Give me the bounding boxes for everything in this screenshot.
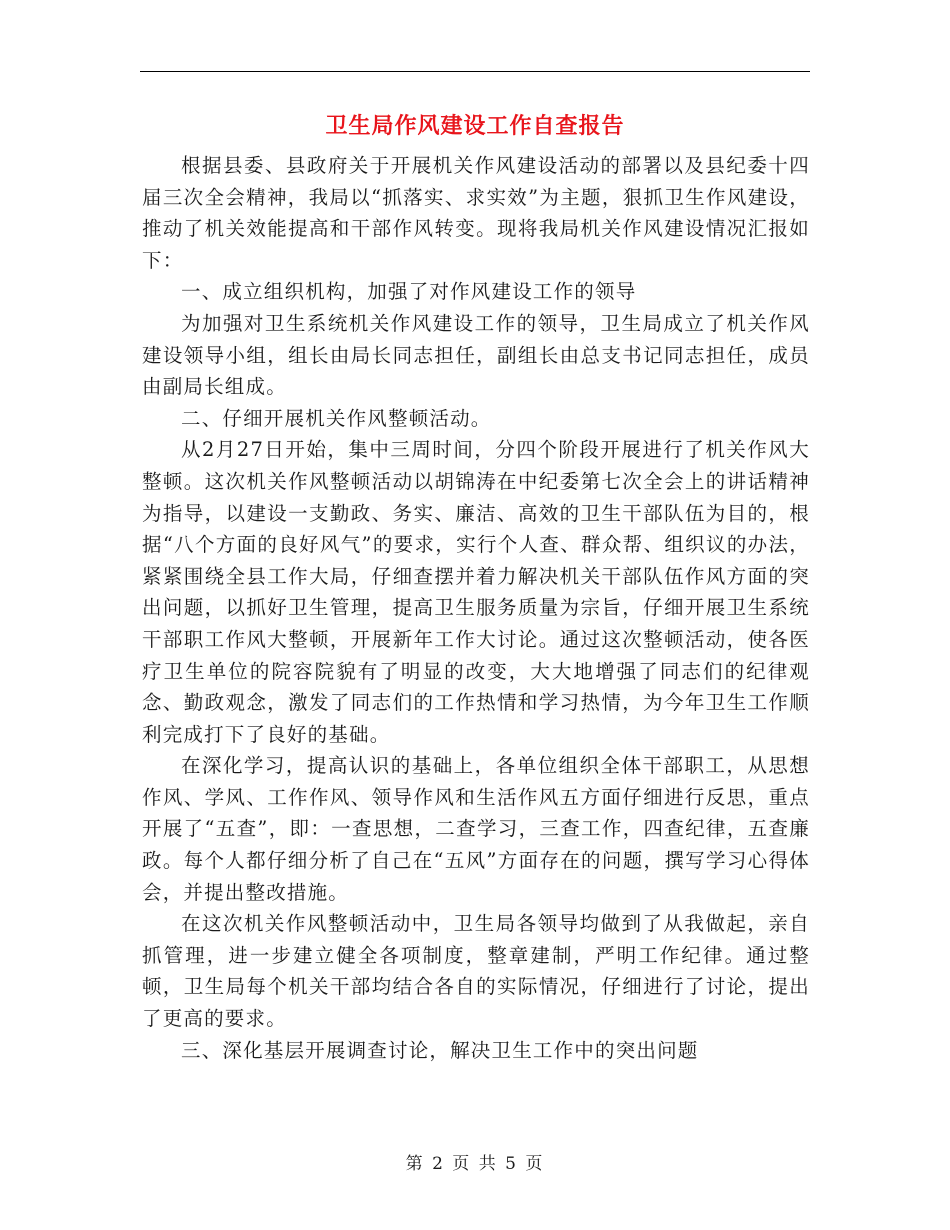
page-number: 第 2 页 共 5 页 — [405, 1154, 545, 1174]
document-title: 卫生局作风建设工作自查报告 — [325, 113, 625, 139]
paragraph-leadership-group: 为加强对卫生系统机关作风建设工作的领导，卫生局成立了机关作风建设领导小组，组长由局长同志担任，副组长由总支书记同志担任，成员由副局长组成。 — [142, 311, 810, 399]
paragraph-rectification: 从2月27日开始，集中三周时间，分四个阶段开展进行了机关作风大整顿。这次机关作风整顿活动以胡锦涛在中纪委第七次全会上的讲话精神为指导，以建设一支勤政、务实、廉洁、高效的卫生干部队伍为目的，根据“八个方面的良好风气”的要求，实行个人查、群众帮、组织议的办法，紧紧围绕全县工作大局，仔细查摆并着力解决机关干部队伍作风方面的突出问题，以抓好卫生管理，提高卫生服务质量为宗旨，仔细开展卫生系统干部职工作风大整顿，开展新年工作大讨论。通过这次整顿活动，使各医疗卫生单位的院容院貌有了明显的改变，大大地增强了同志们的纪律观念、勤政观念，激发了同志们的工作热情和学习热情，为今年卫生工作顺利完成打下了良好的基础。 — [142, 438, 810, 746]
section-heading-2: 二、仔细开展机关作风整顿活动。 — [181, 406, 492, 430]
section-heading-3: 三、深化基层开展调查讨论，解决卫生工作中的突出问题 — [181, 1038, 699, 1062]
paragraph-leaders-example: 在这次机关作风整顿活动中，卫生局各领导均做到了从我做起，亲自抓管理，进一步建立健全各项制度，整章建制，严明工作纪律。通过整顿，卫生局每个机关干部均结合各自的实际情况，仔细进行了讨论，提出了更高的要求。 — [142, 912, 810, 1031]
section-heading-1: 一、成立组织机构，加强了对作风建设工作的领导 — [181, 280, 637, 304]
paragraph-five-checks: 在深化学习，提高认识的基础上，各单位组织全体干部职工，从思想作风、学风、工作作风、领导作风和生活作风五方面仔细进行反思，重点开展了“五查”，即：一查思想，二查学习，三查工作，四查纪律，五查廉政。每个人都仔细分析了自己在“五风”方面存在的问题，撰写学习心得体会，并提出整改措施。 — [142, 754, 810, 904]
document-body — [142, 150, 810, 1066]
paragraph-intro: 根据县委、县政府关于开展机关作风建设活动的部署以及县纪委十四届三次全会精神，我局以“抓落实、求实效”为主题，狠抓卫生作风建设，推动了机关效能提高和干部作风转变。现将我局机关作风建设情况汇报如下： — [142, 154, 810, 272]
header-rule — [140, 71, 810, 72]
